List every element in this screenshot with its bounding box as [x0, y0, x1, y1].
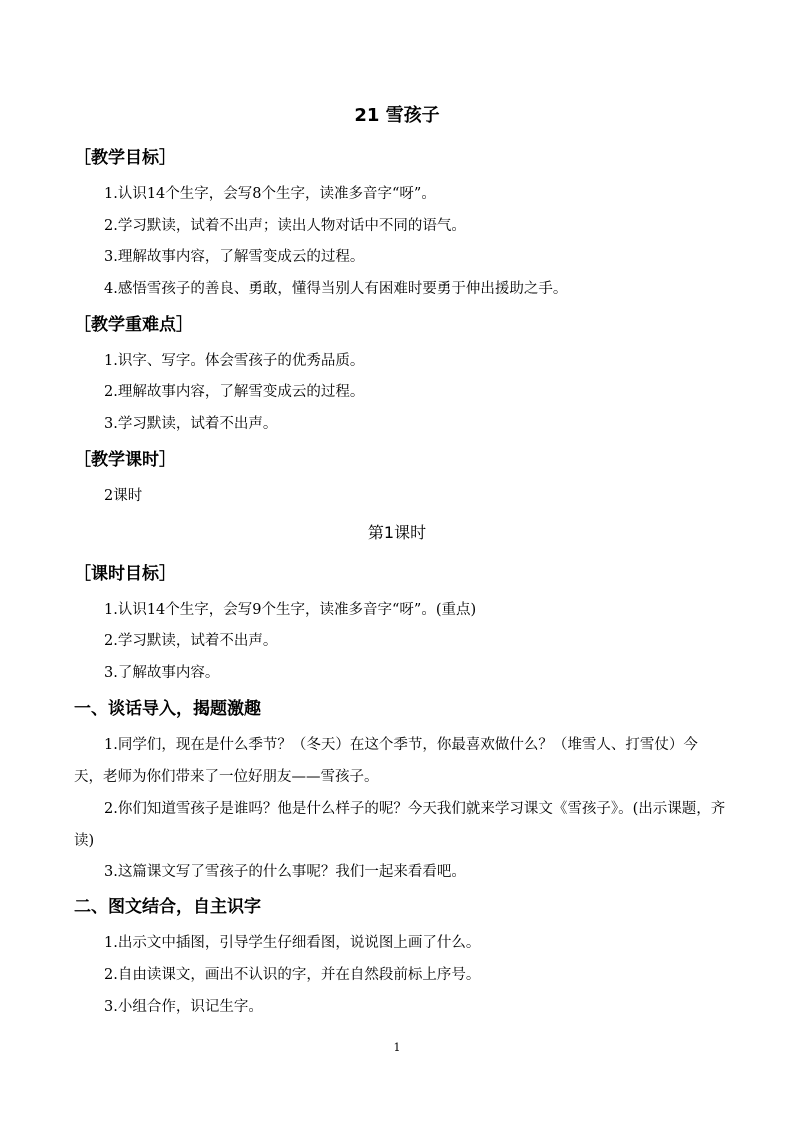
teaching-goal-item: 4.感悟雪孩子的善良、勇敢，懂得当别人有困难时要勇于伸出援助之手。 [104, 281, 568, 297]
key-points-heading: ［教学重难点］ [74, 315, 193, 335]
part-1-paragraph: 3.这篇课文写了雪孩子的什么事呢？我们一起来看看吧。 [104, 864, 466, 880]
page-number: 1 [393, 1041, 401, 1054]
teaching-goals-heading: ［教学目标］ [74, 148, 176, 168]
lesson-1-title: 第1课时 [367, 523, 427, 542]
part-2-heading: 二、图文结合，自主识字 [74, 897, 261, 917]
class-hours-heading: ［教学课时］ [74, 450, 176, 470]
part-1-paragraph: 1.同学们，现在是什么季节？（冬天）在这个季节，你最喜欢做什么？（堆雪人、打雪仗）今天，老师为你们带来了一位好朋友——雪孩子。 [74, 737, 698, 785]
teaching-goal-item: 3.理解故事内容，了解雪变成云的过程。 [104, 249, 365, 265]
lesson-goals-heading: ［课时目标］ [74, 564, 176, 584]
part-1-paragraph: 2.你们知道雪孩子是谁吗？他是什么样子的呢？今天我们就来学习课文《雪孩子》。(出示课题，齐读) [74, 801, 726, 849]
key-point-item: 2.理解故事内容，了解雪变成云的过程。 [104, 384, 365, 400]
part-2-item: 3.小组合作，识记生字。 [104, 999, 263, 1015]
teaching-goal-item: 2.学习默读，试着不出声；读出人物对话中不同的语气。 [104, 218, 466, 234]
class-hours-value: 2课时 [104, 488, 143, 504]
part-2-item: 1.出示文中插图，引导学生仔细看图，说说图上画了什么。 [104, 935, 481, 951]
key-point-item: 1.识字、写字。体会雪孩子的优秀品质。 [104, 353, 365, 369]
document-title: 21 雪孩子 [354, 105, 440, 126]
lesson-goal-item: 1.认识14个生字，会写9个生字，读准多音字“呀”。(重点) [104, 602, 477, 618]
key-point-item: 3.学习默读，试着不出声。 [104, 416, 278, 432]
part-1-heading: 一、谈话导入，揭题激趣 [74, 699, 261, 719]
teaching-goal-item: 1.认识14个生字，会写8个生字，读准多音字“呀”。 [104, 186, 436, 202]
lesson-goal-item: 2.学习默读，试着不出声。 [104, 633, 278, 649]
part-2-item: 2.自由读课文，画出不认识的字，并在自然段前标上序号。 [104, 967, 481, 983]
lesson-goal-item: 3.了解故事内容。 [104, 665, 220, 681]
